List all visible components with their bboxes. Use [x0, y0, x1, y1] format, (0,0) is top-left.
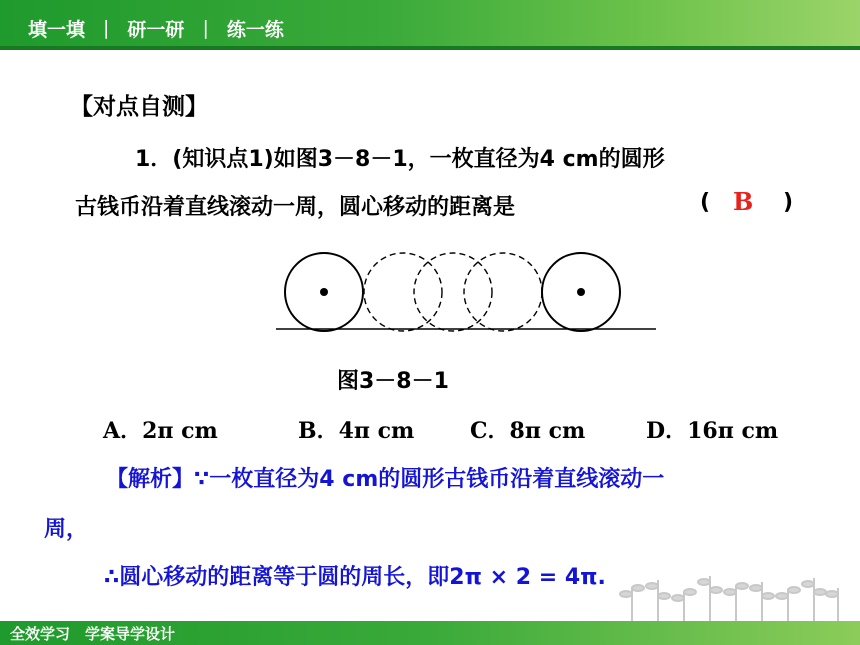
end-center-dot [577, 288, 585, 296]
footer-bar [0, 621, 860, 645]
option-a: A．2π cm [103, 418, 218, 444]
start-center-dot [320, 288, 328, 296]
nav-separator: | [202, 17, 209, 39]
analysis-line2: 周， [44, 517, 89, 542]
coin-dashed-circle-2 [414, 253, 492, 331]
question-text-line2: 古钱币沿着直线滚动一周，圆心移动的距离是 [75, 195, 516, 220]
coin-dashed-circle-3 [464, 253, 542, 331]
option-c: C．8π cm [470, 418, 586, 444]
question-text-line1: 1．(知识点1)如图3－8－1，一枚直径为4 cm的圆形 [135, 147, 665, 172]
coin-dashed-circle-1 [364, 253, 442, 331]
tab-research[interactable]: 研一研 [127, 18, 185, 41]
figure-caption: 图3－8－1 [337, 369, 449, 394]
answer-options [0, 414, 860, 444]
answer-choice: B [733, 187, 754, 216]
footer-text: 全效学习 学案导学设计 [10, 625, 176, 643]
tab-practice[interactable]: 练一练 [226, 18, 284, 41]
nav-separator: | [103, 17, 110, 39]
header-bar [0, 0, 860, 62]
tab-fill[interactable]: 填一填 [28, 18, 86, 41]
rolling-coin-figure [270, 240, 660, 340]
answer-paren-open: ( [700, 190, 711, 215]
header-nav [28, 14, 284, 42]
analysis-line1: 【解析】∵一枚直径为4 cm的圆形古钱币沿着直线滚动一 [106, 467, 665, 492]
answer-paren-close: ) [783, 190, 794, 215]
option-b: B．4π cm [298, 418, 415, 444]
decorative-plants-icon [618, 570, 848, 622]
section-title: 【对点自测】 [70, 94, 208, 120]
option-d: D．16π cm [646, 418, 779, 444]
analysis-line3: ∴圆心移动的距离等于圆的周长，即2π × 2 = 4π. [104, 565, 606, 590]
